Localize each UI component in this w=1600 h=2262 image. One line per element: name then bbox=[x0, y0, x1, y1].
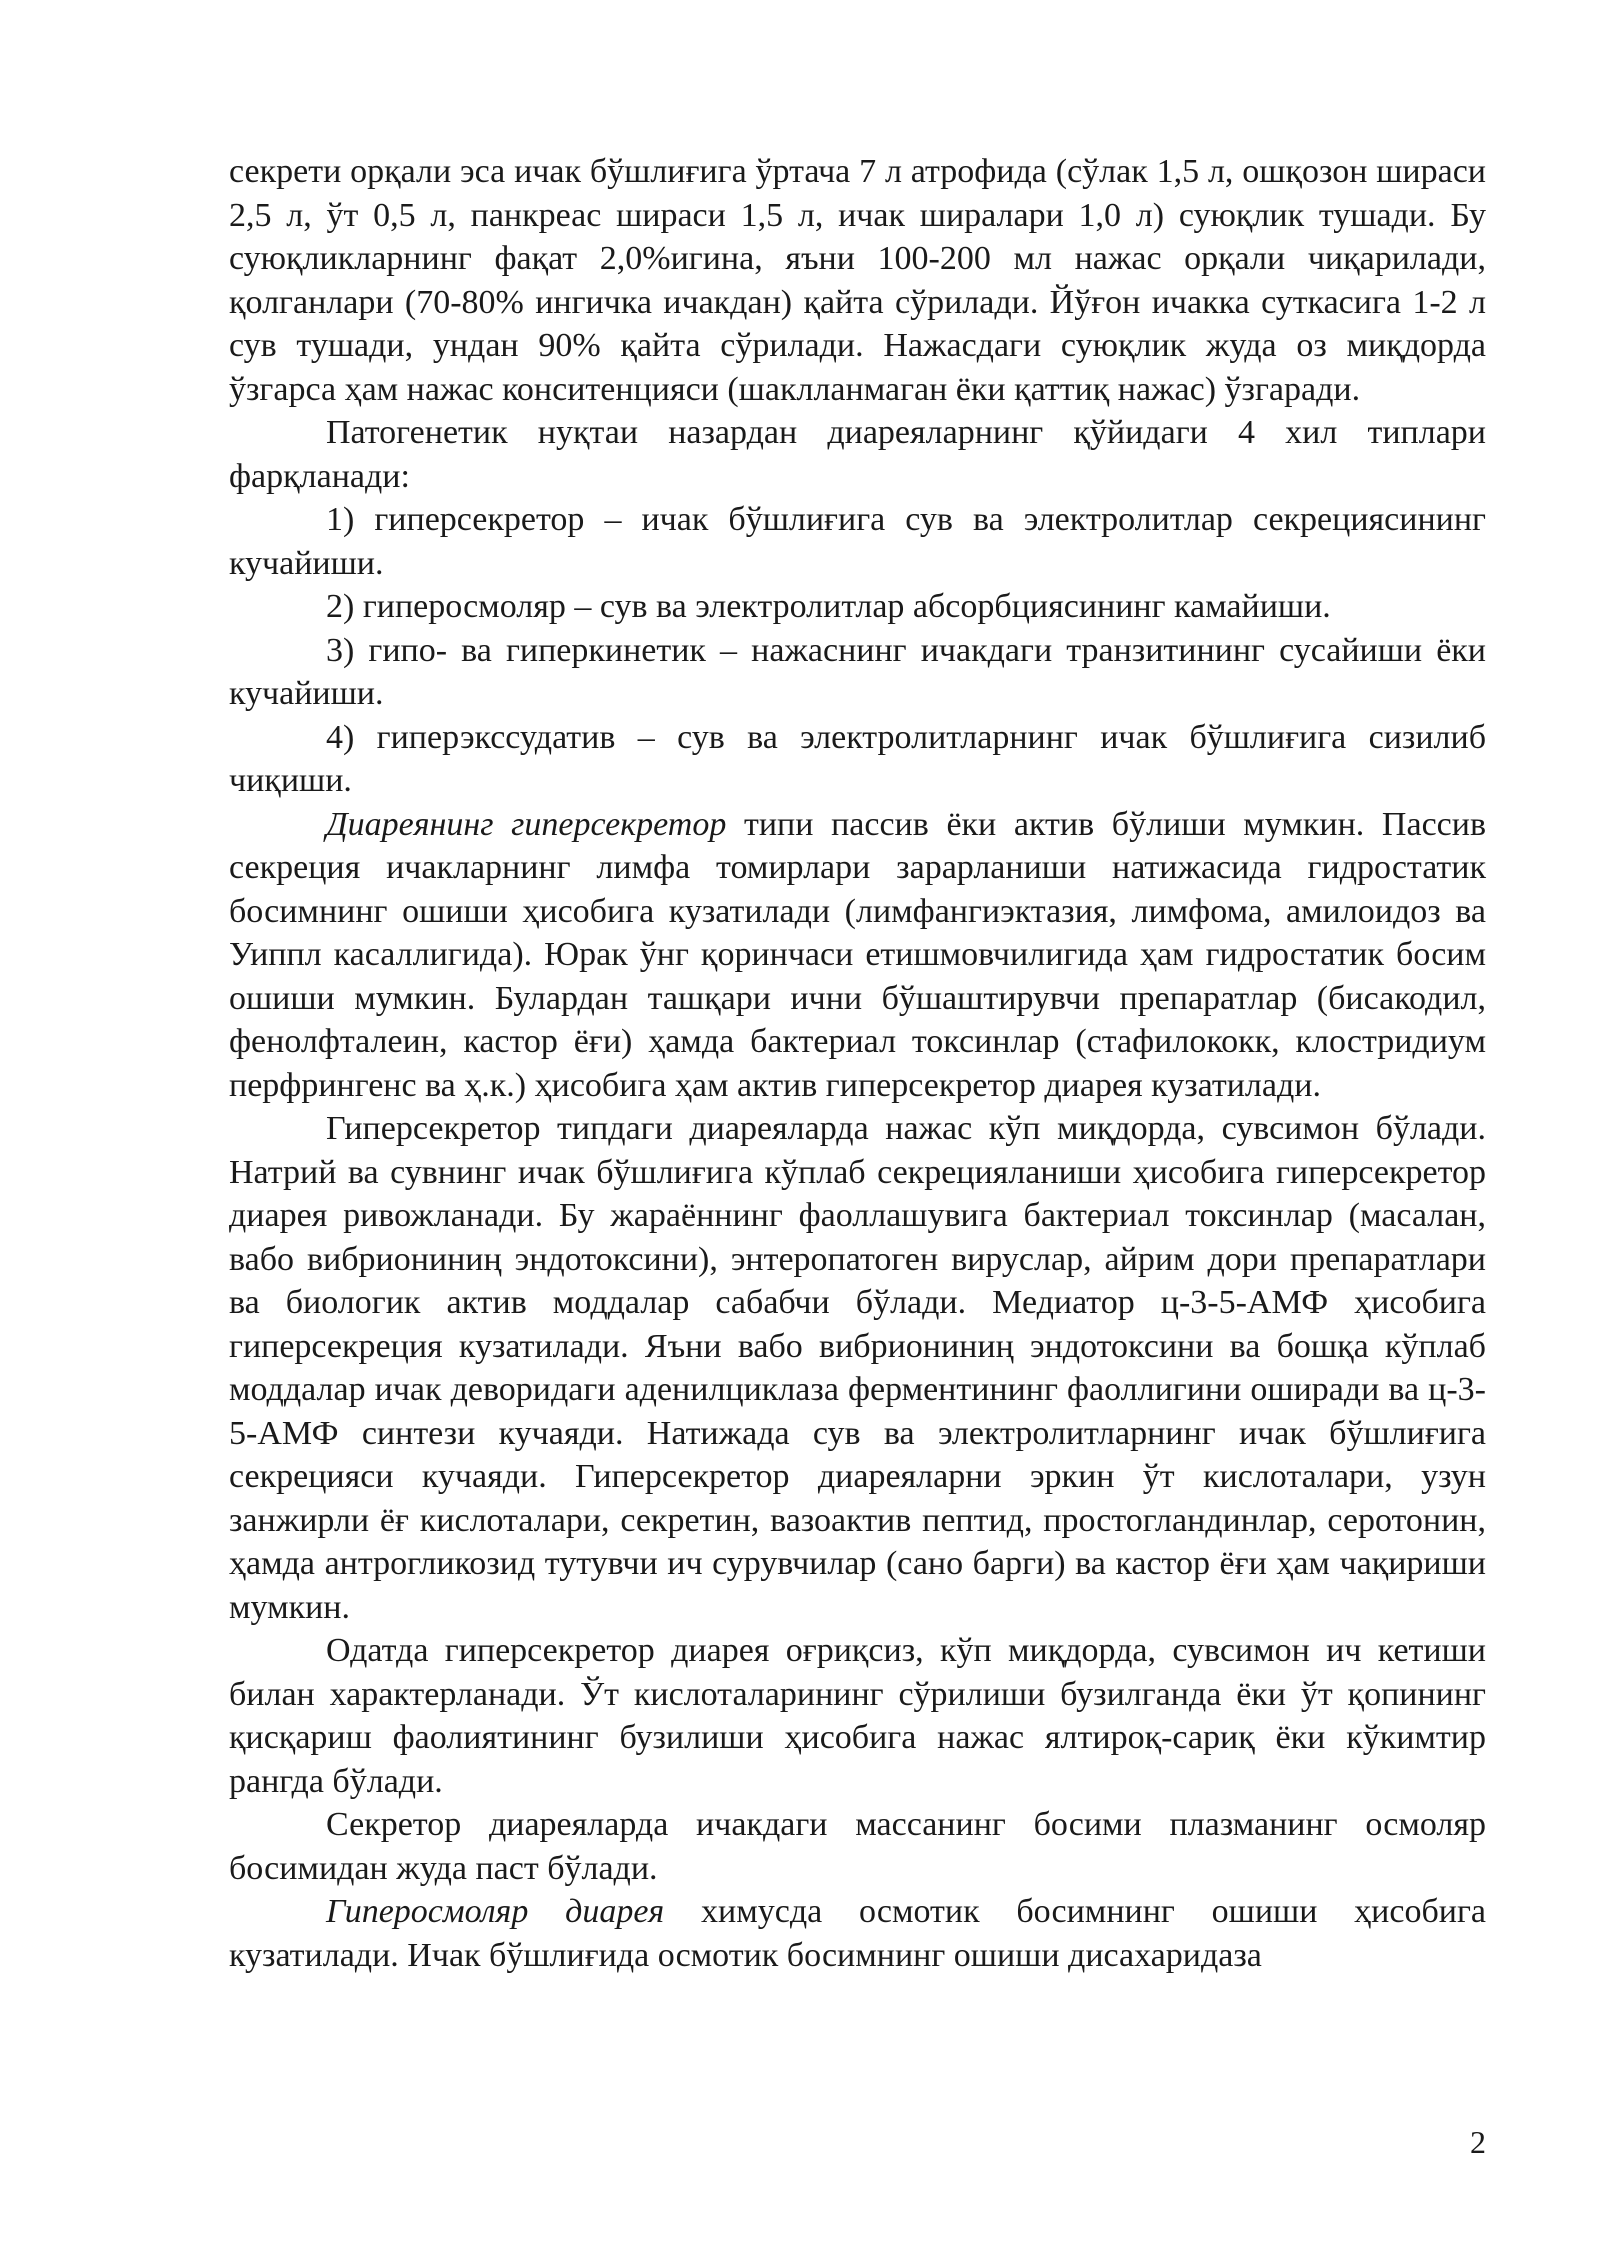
list-item-3: 3) гипо- ва гиперкинетик – нажаснинг ичакдаги транзитининг сусайиши ёки кучайиши. bbox=[229, 631, 1486, 712]
page-number: 2 bbox=[1470, 2124, 1486, 2160]
italic-term: Гиперосмоляр диарея bbox=[326, 1893, 665, 1930]
italic-term: Диареянинг гиперсекретор bbox=[326, 805, 727, 843]
list-item-2: 2) гиперосмоляр – сув ва электролитлар абсорбциясининг камайиши. bbox=[326, 588, 1331, 625]
paragraph-4: Гиперсекретор типдаги диареяларда нажас кўп миқдорда, сувсимон бўлади. Натрий ва сувнинг ичак бўшлиғига кўплаб секрецияланиши ҳисобига гиперсекретор диарея ривожланади. Бу жараённинг фаоллашувига бактериал токсинлар (масалан, вабо вибриониниң эндотоксини), энтеропатоген вируслар, айрим дори препаратлари ва биологик актив моддалар сабабчи бўлади. Медиатор ц-3-5-АМФ ҳисобига гиперсекреция кузатилади. Яъни вабо вибриониниң эндотоксини ва бошқа кўплаб моддалар ичак деворидаги аденилциклаза ферментининг фаоллигини оширади ва ц-3-5-АМФ синтези кучаяди. Натижада сув ва электролитларнинг ичак бўшлиғига секрецияси кучаяди. Гиперсекретор диареяларни эркин ўт кислоталари, узун занжирли ёғ кислоталари, секретин, вазоактив пептид, простогландинлар, серотонин, ҳамда антрогликозид тутувчи ич сурувчилар (сано барги) ва кастор ёғи ҳам чақириши мумкин. bbox=[229, 1110, 1486, 1626]
paragraph-text: типи пассив ёки актив бўлиши мумкин. Пассив секреция ичакларнинг лимфа томирлари зарарланиши натижасида гидростатик босимнинг ошиши ҳисобига кузатилади (лимфангиэктазия, лимфома, амилоидоз ва Уиппл касаллигида). Юрак ўнг қоринчаси етишмовчилигида ҳам гидростатик босим ошиши мумкин. Булардан ташқари ични бўшаштирувчи препаратлар (бисакодил, фенолфталеин, кастор ёғи) ҳамда бактериал токсинлар (стафилококк, клостридиум перфрингенс ва ҳ.к.) ҳисобига ҳам актив гиперсекретор диарея кузатилади. bbox=[229, 805, 1486, 1104]
list-item-4: 4) гиперэкссудатив – сув ва электролитларнинг ичак бўшлиғига сизилиб чиқиши. bbox=[229, 718, 1486, 799]
paragraph-7 bbox=[229, 1890, 1486, 1977]
paragraph-text: химусда осмотик босимнинг ошиши ҳисобига кузатилади. Ичак бўшлиғида осмотик босимнинг ошиши дисахаридаза bbox=[229, 1893, 1486, 1974]
list-item-1: 1) гиперсекретор – ичак бўшлиғига сув ва электролитлар секрециясининг кучайиши. bbox=[229, 501, 1486, 582]
document-page bbox=[229, 150, 1486, 1977]
paragraph-2: Патогенетик нуқтаи назардан диареяларнинг қўйидаги 4 хил типлари фарқланади: bbox=[229, 414, 1486, 495]
paragraph-3 bbox=[229, 803, 1486, 1108]
paragraph-5: Одатда гиперсекретор диарея оғриқсиз, кўп миқдорда, сувсимон ич кетиши билан характерланади. Ўт кислоталарининг сўрилиши бузилганда ёки ўт қопининг қисқариш фаолиятининг бузилиши ҳисобига нажас ялтироқ-сариқ ёки кўкимтир рангда бўлади. bbox=[229, 1632, 1486, 1800]
paragraph-6: Секретор диареяларда ичакдаги массанинг босими плазманинг осмоляр босимидан жуда паст бўлади. bbox=[229, 1806, 1486, 1887]
paragraph-1: секрети орқали эса ичак бўшлиғига ўртача 7 л атрофида (сўлак 1,5 л, ошқозон шираси 2,5 л, ўт 0,5 л, панкреас шираси 1,5 л, ичак ширалари 1,0 л) суюқлик тушади. Бу суюқликларнинг фақат 2,0%игина, яъни 100-200 мл нажас орқали чиқарилади, қолганлари (70-80% ингичка ичакдан) қайта сўрилади. Йўғон ичакка суткасига 1-2 л сув тушади, ундан 90% қайта сўрилади. Нажасдаги суюқлик жуда оз миқдорда ўзгарса ҳам нажас конситенцияси (шаклланмаган ёки қаттиқ нажас) ўзгаради. bbox=[229, 153, 1486, 408]
